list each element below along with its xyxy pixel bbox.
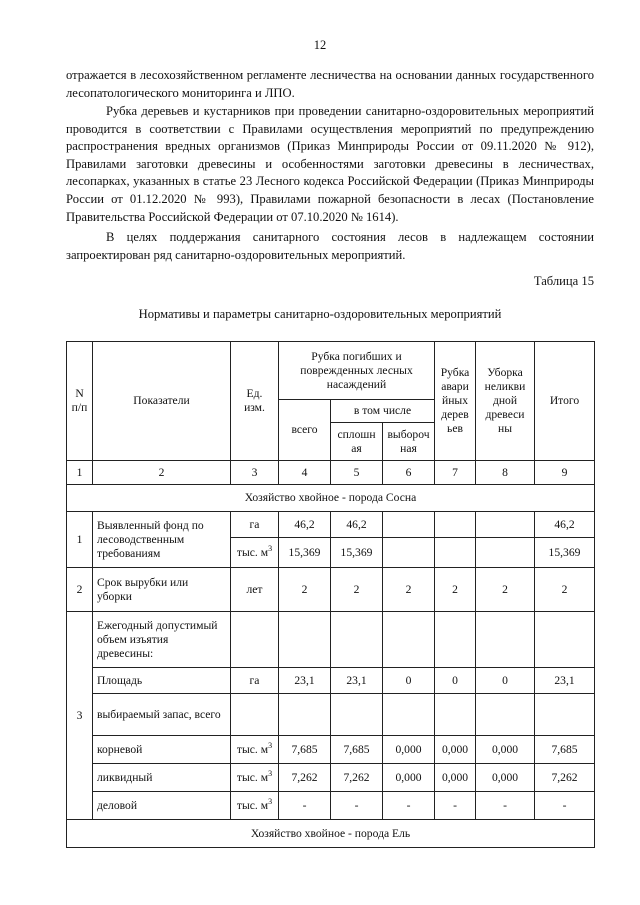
row-label: выбираемый запас, всего [93,694,231,736]
empty-cell [476,538,535,568]
header-num: N п/п [67,342,93,461]
empty-cell [383,512,435,538]
value-cell: 2 [435,568,476,612]
row-label: Срок вырубки или уборки [93,568,231,612]
table-title: Нормативы и параметры санитарно-оздоровительных мероприятий [138,307,502,321]
value-cell: 7,685 [279,736,331,764]
col-number: 1 [67,461,93,485]
value-cell: - [476,792,535,820]
empty-cell [231,694,279,736]
unit-cell: га [231,668,279,694]
value-cell: 0 [476,668,535,694]
value-cell: 0 [435,668,476,694]
empty-cell [279,694,331,736]
value-cell: 2 [383,568,435,612]
norms-table [66,341,595,848]
empty-cell [435,612,476,668]
table-row [67,792,595,820]
value-cell: 0,000 [476,736,535,764]
col-number: 7 [435,461,476,485]
value-cell: 0 [383,668,435,694]
col-number: 6 [383,461,435,485]
header-emergency: Рубка авари йных дерев ьев [435,342,476,461]
value-cell: 23,1 [279,668,331,694]
header-total: Итого [535,342,595,461]
table-row [67,512,595,538]
header-total-all: всего [279,400,331,461]
row-num: 2 [67,568,93,612]
value-cell: - [383,792,435,820]
col-number: 3 [231,461,279,485]
col-number: 4 [279,461,331,485]
value-cell: 15,369 [279,538,331,568]
empty-cell [435,538,476,568]
table-row [67,568,595,612]
paragraph-2: Рубка деревьев и кустарников при проведении санитарно-оздоровительных мероприятий проводится в соответствии с Правилами осуществления мероприятий по предупреждению распространения вредных организмов (Приказ Минприроды России от 09.11.2020 № 912), Правилами заготовки древесины и особенностями заготовки древесины в лесничествах, лесопарках, указанных в статье 23 Лесного кодекса Российской Федерации (Приказ Минприроды России от 01.12.2020 № 993), Правилами пожарной безопасности в лесах (Постановление Правительства Российской Федерации от 07.10.2020 № 1614). [66,104,594,224]
table-row [67,736,595,764]
header-unit: Ед. изм. [231,342,279,461]
value-cell: 15,369 [331,538,383,568]
section-pine: Хозяйство хвойное - порода Сосна [67,485,595,512]
value-cell: 2 [331,568,383,612]
header-clear: сплошн ая [331,423,383,461]
page-number: 12 [313,38,327,52]
empty-cell [435,694,476,736]
table-label: Таблица 15 [533,274,594,288]
empty-cell [476,512,535,538]
value-cell: 7,262 [279,764,331,792]
empty-cell [535,694,595,736]
row-label: корневой [93,736,231,764]
value-cell: 0,000 [383,736,435,764]
empty-cell [331,612,383,668]
empty-cell [231,612,279,668]
header-indicators: Показатели [93,342,231,461]
unit-cell: тыс. $м^3$ [231,792,279,820]
empty-cell [435,512,476,538]
col-number: 5 [331,461,383,485]
column-numbers-row [67,461,595,485]
unit-cell: тыс. $м^3$ [231,736,279,764]
table-row [67,668,595,694]
value-cell: 7,262 [535,764,595,792]
value-cell: 46,2 [535,512,595,538]
value-cell: 2 [476,568,535,612]
col-number: 9 [535,461,595,485]
row-label: Площадь [93,668,231,694]
header-felling-group: Рубка погибших и поврежденных лесных насаждений [279,342,435,400]
header-cleanup: Уборка неликви дной древеси ны [476,342,535,461]
unit-cell: га [231,512,279,538]
value-cell: - [435,792,476,820]
row-num: 3 [67,612,93,820]
value-cell: 15,369 [535,538,595,568]
header-including: в том числе [331,400,435,423]
section-spruce: Хозяйство хвойное - порода Ель [67,820,595,848]
value-cell: 23,1 [535,668,595,694]
row-label: деловой [93,792,231,820]
value-cell: 0,000 [435,736,476,764]
value-cell: 7,262 [331,764,383,792]
row-label: ликвидный [93,764,231,792]
unit-cell: тыс. $м^3$ [231,538,279,568]
table-row [67,612,595,668]
value-cell: 46,2 [279,512,331,538]
value-cell: 7,685 [535,736,595,764]
value-cell: 0,000 [476,764,535,792]
value-cell: 2 [535,568,595,612]
empty-cell [383,694,435,736]
value-cell: - [331,792,383,820]
empty-cell [476,694,535,736]
value-cell: 46,2 [331,512,383,538]
value-cell: 0,000 [383,764,435,792]
paragraph-1: отражается в лесохозяйственном регламенте лесничества на основании данных государственного лесопатологического мониторинга и ЛПО. [66,68,594,100]
empty-cell [383,538,435,568]
value-cell: 23,1 [331,668,383,694]
value-cell: - [535,792,595,820]
empty-cell [279,612,331,668]
row-label: Ежегодный допустимый объем изъятия древесины: [93,612,231,668]
empty-cell [331,694,383,736]
empty-cell [476,612,535,668]
row-label: Выявленный фонд по лесоводственным требованиям [93,512,231,568]
col-number: 8 [476,461,535,485]
col-number: 2 [93,461,231,485]
paragraph-3: В целях поддержания санитарного состояния лесов в надлежащем состоянии запроектирован ряд санитарно-оздоровительных мероприятий. [66,230,594,262]
header-selective: выбороч ная [383,423,435,461]
table-row [67,764,595,792]
empty-cell [383,612,435,668]
unit-cell: тыс. $м^3$ [231,764,279,792]
value-cell: 2 [279,568,331,612]
table-row [67,694,595,736]
value-cell: 0,000 [435,764,476,792]
value-cell: 7,685 [331,736,383,764]
value-cell: - [279,792,331,820]
empty-cell [535,612,595,668]
unit-cell: лет [231,568,279,612]
row-num: 1 [67,512,93,568]
